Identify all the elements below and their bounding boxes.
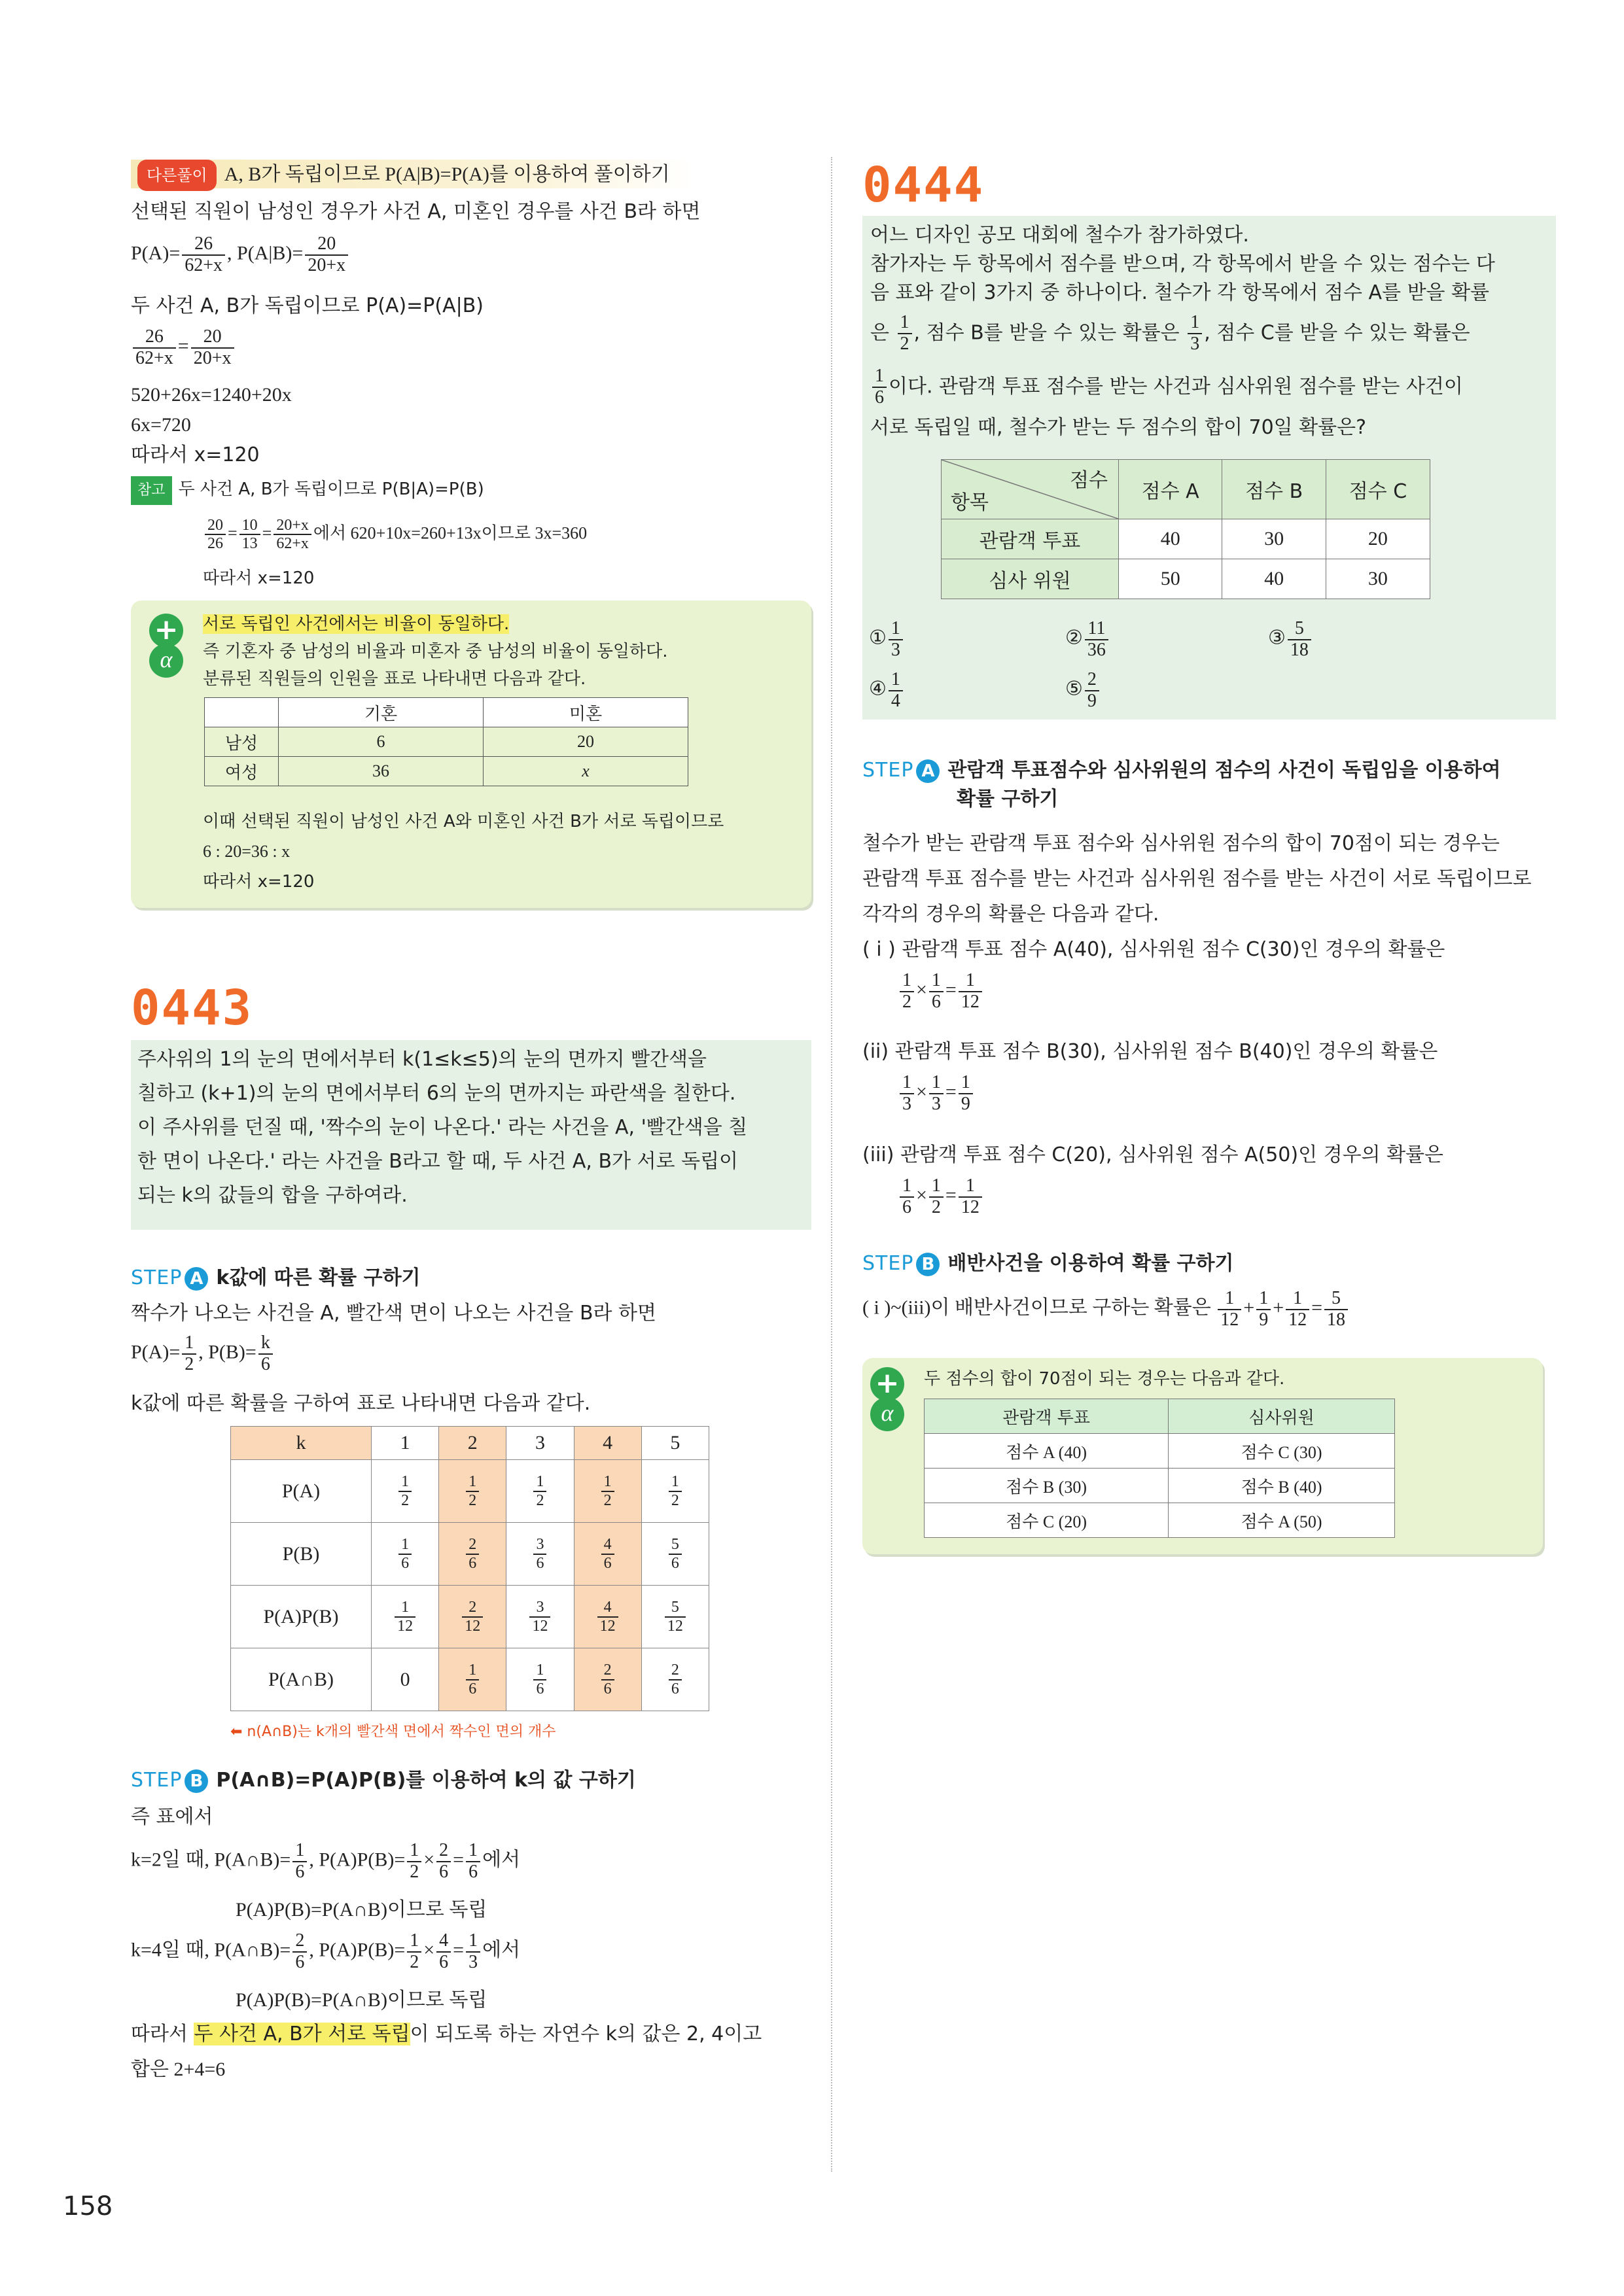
choice-5[interactable]: ⑤ $\frac{2}{9}$ [1065, 670, 1101, 712]
question-line-3: 이 주사위를 던질 때, '짝수의 눈이 나온다.' 라는 사건을 A, '빨간색을 칠 [137, 1116, 748, 1139]
tip-table-cell: 6 [279, 727, 484, 757]
choice-3[interactable]: ③ $\frac{5}{18}$ [1268, 619, 1313, 661]
case-1-calc: $\frac{1}{2}$ × $\frac{1}{6}$ = $\frac{1}{12}$ [898, 971, 984, 1013]
step-a-line-1: 철수가 받는 관람객 투표 점수와 심사위원 점수의 합이 70점이 되는 경우는 [862, 832, 1500, 855]
alt-line-2: P(A)= $\frac{26}{62+x}$ , P(A|B)= $\frac{20}{20+x}$ [131, 234, 350, 276]
reference-badge: 참고 [131, 476, 172, 505]
pa-row: P(A) $\frac{1}{2}$ $\frac{1}{2}$ $\frac{1}{2}$ $\frac{1}{2}$ $\frac{1}{2}$ [231, 1460, 709, 1523]
k-value: 1 [372, 1427, 439, 1460]
question-line-4: 한 면이 나온다.' 라는 사건을 B라고 할 때, 두 사건 A, B가 서로 독립이 [137, 1150, 739, 1173]
score-cell: 40 [1119, 519, 1222, 559]
question-line-5: $\frac{1}{6}$ 이다. 관람객 투표 점수를 받는 사건과 심사위원 점수를 받는 사건이 [870, 366, 1463, 408]
choice-4[interactable]: ④ $\frac{1}{4}$ [869, 670, 905, 712]
score-cell: 40 [1222, 559, 1326, 599]
k-value: 5 [641, 1427, 709, 1460]
step-b-line-3: P(A)P(B)=P(A∩B)이므로 독립 [236, 1899, 487, 1921]
alt-line-7: 따라서 x=120 [131, 444, 260, 466]
tip-table-cell: 20 [484, 727, 688, 757]
step-b-line-1: 즉 표에서 [131, 1805, 213, 1828]
case-3-calc: $\frac{1}{6}$ × $\frac{1}{2}$ = $\frac{1}{12}$ [898, 1176, 984, 1218]
k-header: k [231, 1427, 372, 1460]
row-label: P(A∩B) [231, 1648, 372, 1711]
reference-note [131, 476, 484, 505]
probability-table [230, 1426, 709, 1711]
case-2-calc: $\frac{1}{3}$ × $\frac{1}{3}$ = $\frac{1}{9}$ [898, 1073, 975, 1115]
score-row-label: 심사 위원 [942, 559, 1119, 599]
row-label: P(B) [231, 1523, 372, 1586]
step-a-line-3: 각각의 경우의 확률은 다음과 같다. [862, 903, 1159, 926]
case-2: (ii) 관람객 투표 점수 B(30), 심사위원 점수 B(40)인 경우의 확률은 [862, 1040, 1438, 1063]
question-line-6: 서로 독립일 때, 철수가 받는 두 점수의 합이 70일 확률은? [870, 416, 1367, 439]
question-line-5: 되는 k의 값들의 합을 구하여라. [137, 1184, 408, 1207]
score-header: 점수 B [1222, 460, 1326, 519]
table-footnote: ⬅ n(A∩B)는 k개의 빨간색 면에서 짝수인 면의 개수 [230, 1724, 556, 1740]
k-value: 3 [506, 1427, 574, 1460]
question-line-1: 주사위의 1의 눈의 면에서부터 k(1≤k≤5)의 눈의 면까지 빨간색을 [137, 1048, 707, 1071]
alt-line-5: 520+26x=1240+20x [131, 384, 292, 406]
alt-solution-badge: 다른풀이 [137, 160, 217, 191]
problem-number-0443: 0443 [131, 980, 253, 1036]
plus-alpha-icon: + α [870, 1367, 907, 1433]
pab-cell: 0 [372, 1648, 439, 1711]
alt-line-3: 두 사건 A, B가 독립이므로 P(A)=P(A|B) [131, 294, 484, 317]
reference-equation: $\frac{20}{26}$ = $\frac{10}{13}$ = $\frac{20+x}{62+x}$ 에서 620+10x=260+13x이므로 3x=360 [203, 517, 587, 553]
problem-number-0444: 0444 [862, 157, 985, 213]
page-number: 158 [63, 2191, 113, 2221]
question-line-3: 음 표와 같이 3가지 중 하나이다. 철수가 각 항목에서 점수 A를 받을 확률 [870, 281, 1490, 304]
step-a-line-3: k값에 따른 확률을 구하여 표로 나타내면 다음과 같다. [131, 1392, 591, 1415]
row-label: P(A) [231, 1460, 372, 1523]
tip-line-3: 이때 선택된 직원이 남성인 사건 A와 미혼인 사건 B가 서로 독립이므로 [203, 812, 724, 831]
tip-title: 서로 독립인 사건에서는 비율이 동일하다. [203, 614, 510, 634]
papb-row: P(A)P(B) $\frac{1}{12}$ $\frac{2}{12}$ $\frac{3}{12}$ $\frac{4}{12}$ $\frac{5}{12}$ [231, 1586, 709, 1648]
cases-cell: 점수 C (20) [925, 1503, 1169, 1538]
tip-table-cell: 여성 [205, 757, 279, 786]
tip-table [204, 697, 688, 786]
cases-cell: 점수 B (30) [925, 1469, 1169, 1503]
choice-2[interactable]: ② $\frac{11}{36}$ [1065, 619, 1110, 661]
step-a-0444: STEP A 관람객 투표점수와 심사위원의 점수의 사건이 독립임을 이용하여 [862, 759, 1501, 782]
alt-solution-title: A, B가 독립이므로 P(A|B)=P(A)를 이용하여 풀이하기 [224, 164, 670, 185]
row-label: P(A)P(B) [231, 1586, 372, 1648]
question-line-2: 칠하고 (k+1)의 눈의 면에서부터 6의 눈의 면까지는 파란색을 칠한다. [137, 1082, 736, 1105]
step-a-title-2: 확률 구하기 [957, 788, 1059, 810]
alt-line-6: 6x=720 [131, 414, 191, 436]
score-table [941, 459, 1430, 599]
cases-cell: 점수 A (40) [925, 1434, 1169, 1469]
score-cell: 20 [1326, 519, 1430, 559]
score-cell: 30 [1222, 519, 1326, 559]
score-table-corner [942, 460, 1119, 519]
question-box-0443 [131, 1040, 811, 1230]
cases-header: 관람객 투표 [925, 1399, 1169, 1434]
column-divider [831, 157, 832, 2172]
score-header: 점수 A [1119, 460, 1222, 519]
cases-cell: 점수 B (40) [1169, 1469, 1395, 1503]
cases-cell: 점수 C (30) [1169, 1434, 1395, 1469]
plus-alpha-icon: + α [149, 614, 186, 679]
step-b-line-4: k=4일 때, P(A∩B)= $\frac{2}{6}$ , P(A)P(B)= $\frac{1}{2}$ × $\frac{4}{6}$ = $\frac{1}{3}$ 에서 [131, 1930, 521, 1972]
score-cell: 30 [1326, 559, 1430, 599]
score-header: 점수 C [1326, 460, 1430, 519]
cases-table [924, 1399, 1395, 1538]
question-line-2: 참가자는 두 항목에서 점수를 받으며, 각 항목에서 받을 수 있는 점수는 다 [870, 252, 1495, 275]
reference-conclusion: 따라서 x=120 [203, 568, 315, 588]
step-a-line-1: 짝수가 나오는 사건을 A, 빨간색 면이 나오는 사건을 B라 하면 [131, 1302, 657, 1325]
cases-cell: 점수 A (50) [1169, 1503, 1395, 1538]
tip-line-4: 6 : 20=36 : x [203, 842, 291, 861]
step-b-line-5: P(A)P(B)=P(A∩B)이므로 독립 [236, 1989, 487, 2011]
tip-line-1: 즉 기혼자 중 남성의 비율과 미혼자 중 남성의 비율이 동일하다. [203, 642, 668, 661]
step-b-0444: STEP B 배반사건을 이용하여 확률 구하기 [862, 1252, 1234, 1275]
tip-box-independence [131, 600, 811, 908]
question-line-4: 은 $\frac{1}{2}$ , 점수 B를 받을 수 있는 확률은 $\frac{1}{3}$ , 점수 C를 받을 수 있는 확률은 [870, 312, 1470, 354]
k-value: 4 [574, 1427, 641, 1460]
tip-table-cell: x [484, 757, 688, 786]
step-b-0443: STEP B P(A∩B)=P(A)P(B)를 이용하여 k의 값 구하기 [131, 1769, 636, 1792]
k-value: 2 [439, 1427, 506, 1460]
step-a-line-2: P(A)= $\frac{1}{2}$ , P(B)= $\frac{k}{6}$ [131, 1333, 275, 1375]
alt-solution-header [137, 160, 670, 191]
corner-bottom-label: 항목 [951, 491, 989, 514]
score-row-label: 관람객 투표 [942, 519, 1119, 559]
pab-row: P(A∩B) 0 $\frac{1}{6}$ $\frac{1}{6}$ $\frac{2}{6}$ $\frac{2}{6}$ [231, 1648, 709, 1711]
tip-table-header [205, 698, 279, 727]
step-b-line-7: 합은 2+4=6 [131, 2059, 226, 2080]
step-a-0443: STEP A k값에 따른 확률 구하기 [131, 1266, 421, 1289]
tip-title: 두 점수의 합이 70점이 되는 경우는 다음과 같다. [924, 1369, 1285, 1389]
tip-line-5: 따라서 x=120 [203, 872, 315, 892]
tip-line-2: 분류된 직원들의 인원을 표로 나타내면 다음과 같다. [203, 669, 586, 689]
step-b-line-1: ( i )~(iii)이 배반사건이므로 구하는 확률은 $\frac{1}{12}$ + $\frac{1}{9}$ + $\frac{1}{12}$ = $\frac{5}{18}$ [862, 1289, 1350, 1331]
tip-table-cell: 36 [279, 757, 484, 786]
step-b-line-2: k=2일 때, P(A∩B)= $\frac{1}{6}$ , P(A)P(B)= $\frac{1}{2}$ × $\frac{2}{6}$ = $\frac{1}{6}$ 에서 [131, 1840, 521, 1882]
score-cell: 50 [1119, 559, 1222, 599]
case-3: (iii) 관람객 투표 점수 C(20), 심사위원 점수 A(50)인 경우의 확률은 [862, 1143, 1444, 1166]
cases-header: 심사위원 [1169, 1399, 1395, 1434]
reference-text: 두 사건 A, B가 독립이므로 P(B|A)=P(B) [178, 479, 484, 499]
alt-line-4: $\frac{26}{62+x}$ = $\frac{20}{20+x}$ [131, 327, 236, 369]
choice-1[interactable]: ① $\frac{1}{3}$ [869, 619, 905, 661]
step-b-line-6: 따라서 두 사건 A, B가 서로 독립이 되도록 하는 자연수 k의 값은 2, 4이고 [131, 2023, 762, 2045]
case-1: ( i ) 관람객 투표 점수 A(40), 심사위원 점수 C(30)인 경우의 확률은 [862, 938, 1445, 961]
tip-table-cell: 남성 [205, 727, 279, 757]
tip-table-header: 기혼 [279, 698, 484, 727]
tip-box-cases [862, 1358, 1543, 1554]
question-line-1: 어느 디자인 공모 대회에 철수가 참가하였다. [870, 224, 1249, 247]
question-box-0444 [862, 216, 1556, 720]
tip-table-header: 미혼 [484, 698, 688, 727]
pb-row: P(B) $\frac{1}{6}$ $\frac{2}{6}$ $\frac{3}{6}$ $\frac{4}{6}$ $\frac{5}{6}$ [231, 1523, 709, 1586]
alt-line-1: 선택된 직원이 남성인 경우가 사건 A, 미혼인 경우를 사건 B라 하면 [131, 200, 701, 223]
corner-top-label: 점수 [1070, 469, 1108, 492]
step-a-line-2: 관람객 투표 점수를 받는 사건과 심사위원 점수를 받는 사건이 서로 독립이므로 [862, 867, 1532, 890]
